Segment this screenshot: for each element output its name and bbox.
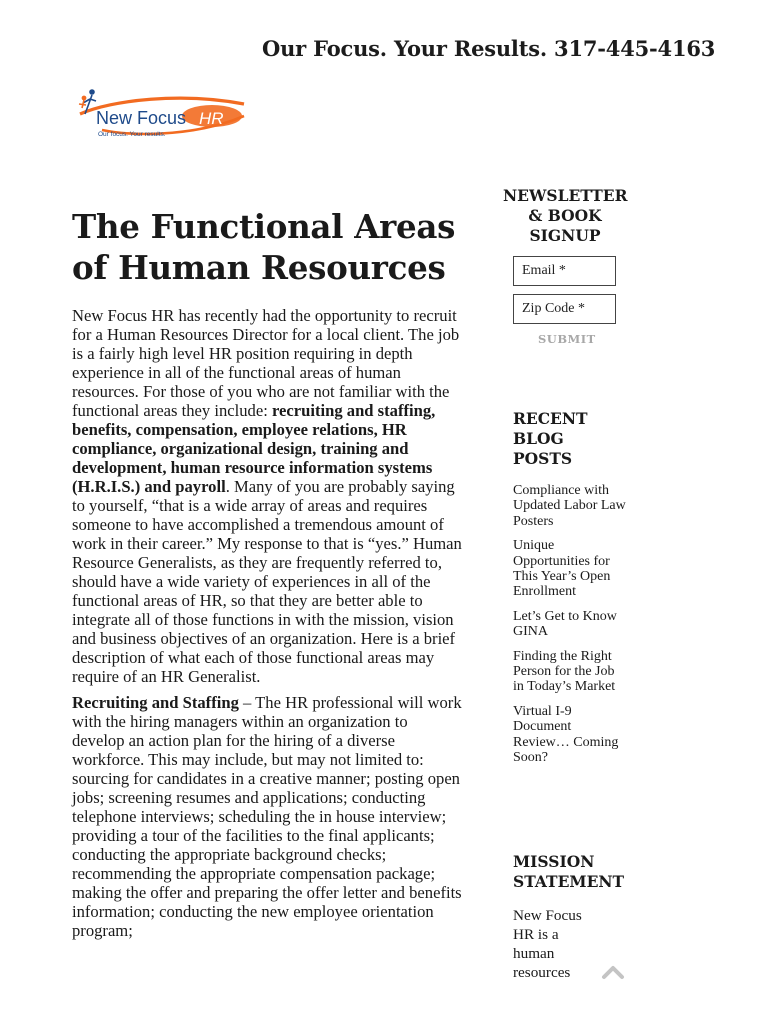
section-heading-recruiting: Recruiting and Staffing (72, 693, 239, 712)
page-title: The Functional Areas of Human Resources (72, 207, 456, 287)
post-list (503, 483, 627, 766)
chevron-up-icon (601, 962, 625, 980)
recent-posts (503, 409, 627, 775)
list-item (513, 609, 627, 640)
scroll-to-top-button[interactable] (601, 962, 625, 980)
list-item (513, 483, 627, 529)
recent-posts-heading: RECENT BLOG POSTS (513, 409, 588, 468)
submit-button[interactable]: SUBMIT (538, 332, 596, 346)
intro-paragraph (72, 306, 464, 686)
recruiting-paragraph (72, 693, 464, 940)
article (72, 206, 464, 947)
post-link-gina[interactable]: Let’s Get to Know GINA (513, 608, 617, 640)
new-focus-hr-logo (72, 86, 250, 142)
email-field[interactable] (513, 256, 616, 286)
post-link-i9-review[interactable]: Virtual I-9 Document Review… Coming Soon? (513, 703, 619, 766)
intro-text-end: . Many of you are probably saying to yourself, “that is a wide array of areas and requires someone to have accomplished a tremendous amount of work in their career.” My response to that is “yes.” Human Resource Generalists, as they are frequently referred to, should have a wide variety of experiences in all of the functional areas of HR, so that they are better able to integrate all of those functions in with the mission, vision and business objectives of an organization. Here is a brief description of what each of those functional areas may require of an HR Generalist. (72, 477, 462, 686)
logo-name: New Focus (96, 108, 187, 128)
post-link-labor-law-posters[interactable]: Compliance with Updated Labor Law Posters (513, 483, 626, 529)
header-tagline: Our Focus. Your Results. 317-445-4163 (262, 36, 716, 61)
mission-text: New Focus HR is a human resources (513, 907, 582, 981)
logo-subtitle: Our focus. Your results. (98, 131, 166, 138)
list-item (513, 704, 627, 766)
post-link-open-enrollment[interactable]: Unique Opportunities for This Year’s Open Enrollment (513, 538, 611, 600)
company-logo[interactable] (72, 86, 250, 142)
recruiting-text: – The HR professional will work with the hiring managers within an organization to develop an action plan for the hiring of a diverse workforce. This may include, but may not limited to: sourcing for candidates in a creative manner; posting open jobs; screening resumes and applications; conducting telephone interviews; scheduling the in house interview; providing a tour of the facilities to the final applicants; conducting the appropriate background checks; recommending the appropriate compensation package; making the offer and preparing the offer letter and benefits information; conducting the new employee orientation program; (72, 693, 462, 940)
functional-areas-list: recruiting and staffing, benefits, compensation, employee relations, HR compliance, organizational design, training and development, human resource information systems (H.R.I.S.) and payroll (72, 401, 436, 496)
newsletter-signup (503, 186, 627, 346)
mission-heading: MISSION STATEMENT (513, 852, 625, 891)
post-link-right-person[interactable]: Finding the Right Person for the Job in Today’s Market (513, 648, 616, 695)
newsletter-heading: NEWSLETTER & BOOK SIGNUP (503, 186, 628, 245)
list-item (513, 538, 627, 600)
intro-text-start: New Focus HR has recently had the opportunity to recruit for a Human Resources Director for a local client. The job is a fairly high level HR position requiring in depth experience in all of the functional areas of human resources. For those of you who are not familiar with the functional areas they include: (72, 306, 460, 420)
zip-code-field[interactable] (513, 294, 616, 324)
logo-name-accent: HR (199, 109, 224, 128)
list-item (513, 649, 627, 695)
